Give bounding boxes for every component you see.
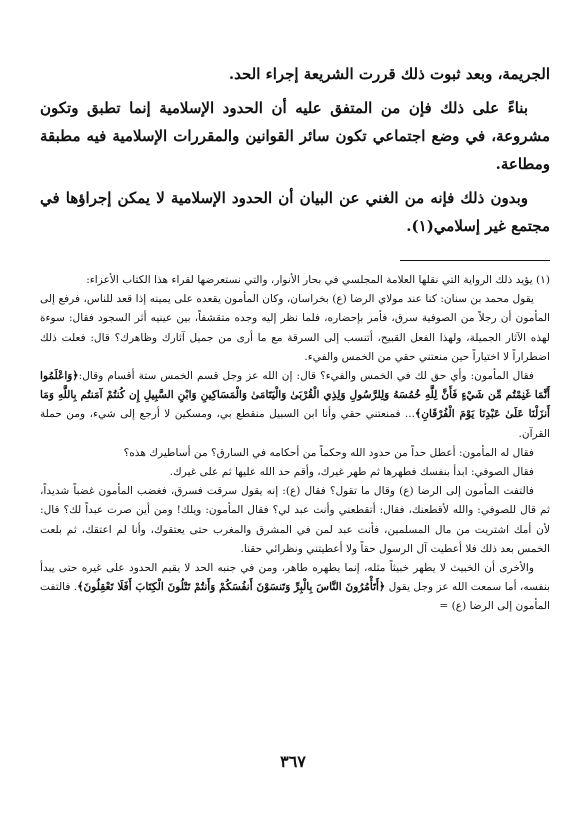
main-paragraph-1: الجريمة، وبعد ثبوت ذلك قررت الشريعة إجراء الحد. — [228, 65, 550, 83]
footnote-paragraph-6: فالتفت المأمون إلى الرضا (ع) وقال ما تقول؟ فقال (ع): إنه يقول سرقت فسرق، فغضب المأمون غضباً شديداً، ثم قال للصوفي: والله لأقطعنك، فقال: أتقطعني وأنت عبد لي؟ فقال المأمون: ويلك! ومن أين صرت عبداً لك؟ قال: لأن أمك اشتريت من مال المسلمين، فأنت عبد لمن في المشرق والمغرب حتى يعتقوك، وأنا لم اعتقك، ثم بلعت الخمس بعد ذلك فلا أعطيت آل الرسول حقاً ولا أعطيتني ونظرائي حقنا. — [40, 485, 550, 555]
quran-verse: ﴿أَتَأْمُرُونَ النَّاسَ بِالْبِرِّ وَتَنسَوْنَ أَنفُسَكُمْ وَأَنتُمْ تَتْلُونَ الْكِتَابَ أَفَلَا تَعْقِلُونَ﴾ — [77, 581, 386, 594]
footnote-separator — [400, 260, 550, 261]
main-paragraph-2: بناءً على ذلك فإن من المتفق عليه أن الحدود الإسلامية إنما تطبق وتكون مشروعة، في وضع اجتماعي تكون سائر القوانين والمقررات الإسلامية فيه مطبقة ومطاعة. — [40, 99, 550, 173]
footnote-paragraph-5: فقال الصوفي: ابدأ بنفسك فطهرها ثم طهر غيرك، وأقم حد الله عليها ثم على غيرك. — [169, 466, 534, 479]
main-paragraph-3: وبدون ذلك فإنه من الغني عن البيان أن الحدود الإسلامية لا يمكن إجراؤها في مجتمع غير إسلامي(١). — [40, 189, 550, 235]
document-page — [40, 60, 550, 617]
footnote-paragraph-7 — [40, 559, 550, 617]
footnote-paragraph-1: (١) يؤيد ذلك الرواية التي نقلها العلامة المجلسي في بحار الأنوار، والتي نستعرضها لقراء هذا الكتاب الأعزاء: — [86, 274, 550, 286]
main-text — [40, 60, 550, 240]
footnote-paragraph-3 — [40, 367, 550, 444]
quran-verse: ﴿وَاعْلَمُوا أَنَّمَا غَنِمْتُم مِّن شَيْءٍ فَأَنَّ لِلَّهِ خُمُسَهُ وَلِلرَّسُولِ وَلِذِي الْقُرْبَىٰ وَالْيَتَامَىٰ وَالْمَسَاكِينِ وَابْنِ السَّبِيلِ إِن كُنتُمْ آمَنتُم بِاللَّهِ وَمَا أَنزَلْنَا عَلَىٰ عَبْدِنَا يَوْمَ الْفُرْقَانِ﴾ — [40, 370, 550, 421]
footnote-paragraph-2: يقول محمد بن سنان: كنا عند مولاي الرضا (ع) بخراسان، وكان المأمون يقعده على يمينه إذا قعد للناس، فرفع إلى المأمون أن رجلاً من الصوفية سرق، فأمر بإحضاره، فلما نظر إليه وجده متقشفاً، بين عينيه أثر السجود فقال: سوءة لهذه الآثار الجميلة، ولهذا الفعل القبيح، أتنسب إلى السرقة مع ما أرى من جميل آثارك وظاهرك؟ قال: فعلت ذلك اضطراراً لا اختياراً حين منعتني حقي من الخمس والفيء. — [40, 293, 550, 363]
footnote-text: ... فمنعتني حقي وأنا ابن السبيل منقطع بي، ومسكين لا أرجع إلى شيء، ومن حملة القرآن. — [40, 408, 550, 440]
footnote-text: والأخرى أن الخبيث لا يطهر خبيثاً مثله، إنما يطهره طاهر، ومن في جنبه الحد لا يقيم الحدود على غيره حتى يبدأ بنفسه، أما سمعت الله عز وجل يقول — [40, 562, 550, 594]
footnote — [40, 271, 550, 617]
page-number: ٣٦٧ — [280, 752, 306, 771]
footnote-paragraph-4: فقال له المأمون: أعطل حداً من حدود الله وحكماً من أحكامه في السارق؟ من أساطيرك هذه؟ — [123, 446, 534, 459]
footnote-text: . فالتفت المأمون إلى الرضا (ع) = — [40, 581, 550, 613]
footnote-text: فقال المأمون: وأي حق لك في الخمس والفيء؟ قال: إن الله عز وجل قسم الخمس ستة أقسام وقال: — [78, 370, 534, 383]
